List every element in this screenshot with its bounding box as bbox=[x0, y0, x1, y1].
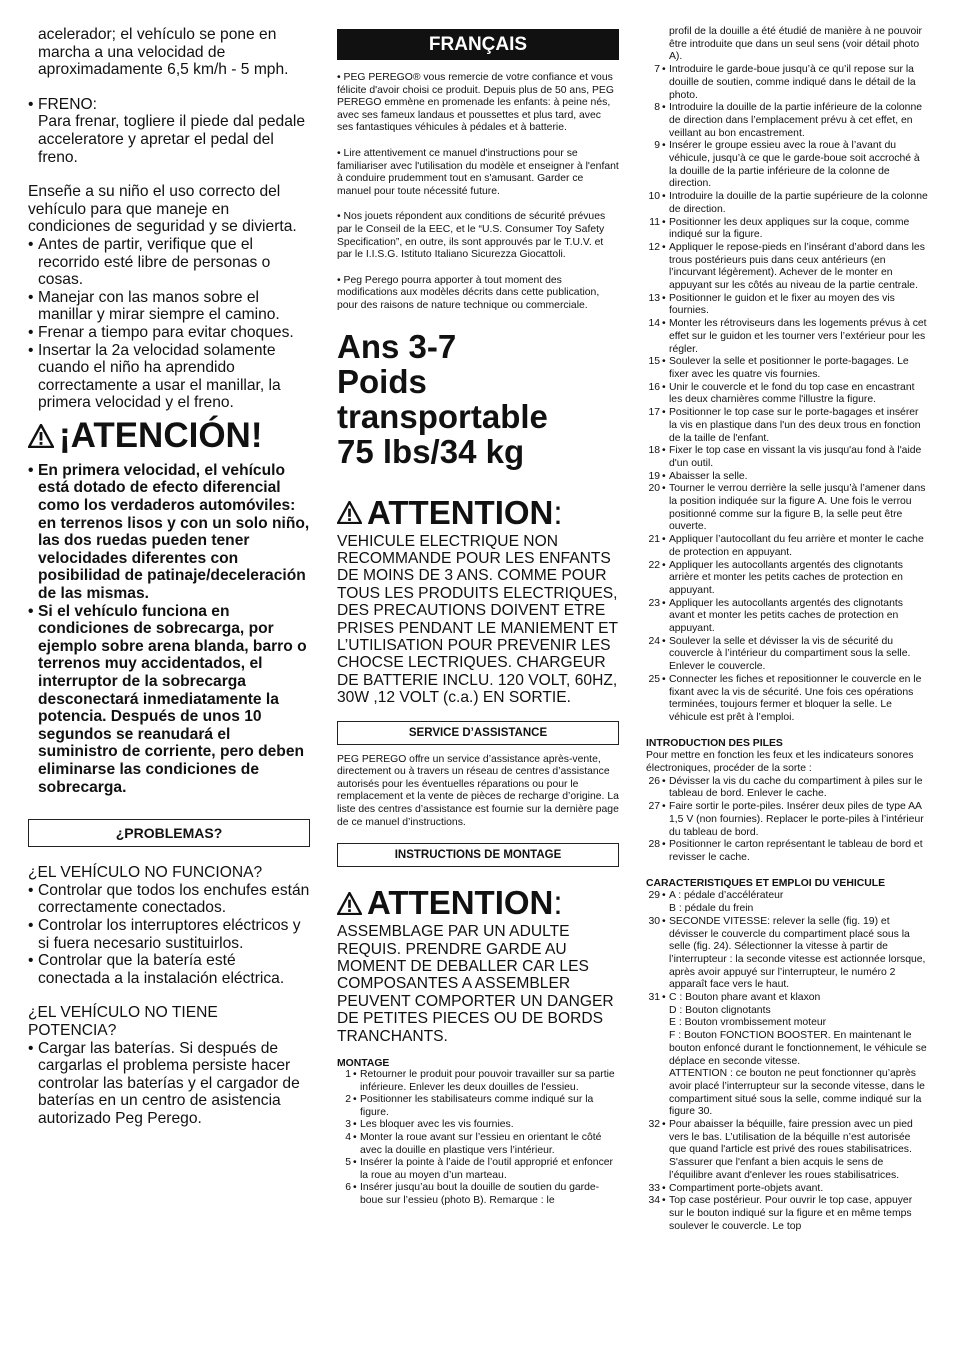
instruction-step bbox=[337, 1069, 619, 1094]
attention-heading-assembly bbox=[337, 883, 619, 923]
bullet-glyph: • bbox=[337, 147, 344, 159]
step-number: 28 bbox=[648, 839, 660, 851]
bullet-glyph: • bbox=[353, 1119, 357, 1131]
step-text: A : pédale d’accélérateur B : pédale du frein bbox=[669, 890, 784, 915]
step-text: Insérer la pointe à l’aide de l’outil approprié et enfoncer la roue au moyen d’un marteau. bbox=[360, 1157, 613, 1181]
bullet-glyph: • bbox=[353, 1094, 357, 1106]
bullet-glyph: • bbox=[662, 915, 666, 927]
bullet-glyph: • bbox=[353, 1157, 357, 1169]
assembly-warning-text: ASSEMBLAGE PAR UN ADULTE REQUIS. PRENDRE GARDE AU MOMENT DE DEBALLER CAR LES COMPOSANTES A ASSEMBLER PEUVENT COMPORTER UN DANGER DE PETITES PIECES OU DE BORDS TRANCHANTS. bbox=[337, 923, 614, 1045]
step-text: Insérer jusqu’au bout la douille de soutien du garde-boue sur l’essieu (photo B). Remarque : le bbox=[360, 1182, 600, 1206]
batteries-intro: Pour mettre en fonction les feux et les indicateurs sonores électroniques, procéder de la sorte : bbox=[646, 750, 914, 775]
bullet-glyph: • bbox=[662, 635, 666, 647]
step-number: 2 bbox=[345, 1094, 351, 1106]
step-number: 17 bbox=[648, 407, 660, 419]
step-text: Fixer le top case en vissant la vis jusqu'au fond à l'aide d'un outil. bbox=[669, 445, 922, 469]
language-header bbox=[337, 29, 619, 60]
bullet-glyph: • bbox=[662, 445, 666, 457]
features-heading: CARACTERISTIQUES ET EMPLOI DU VEHICULE bbox=[646, 877, 885, 889]
bullet-glyph: • bbox=[662, 216, 666, 228]
step-text: Positionner le guidon et le fixer au moyen des vis fournies. bbox=[669, 292, 895, 317]
service-title: SERVICE D’ASSISTANCE bbox=[408, 726, 548, 739]
instruction-step bbox=[646, 483, 928, 534]
intro-paragraph bbox=[337, 275, 619, 313]
instruction-step bbox=[646, 1195, 928, 1233]
intro-text: Nos jouets répondent aux conditions de sécurité prévues par le Conseil de la EEC, et le “U.S. Consumer Toy Safety Specification”, en outre, ils sont approuvés par le T.U.V. et par le I.I.S.G. Istituto Italiano Sicurezza Giocattoli. bbox=[337, 211, 606, 261]
attention-colon: : bbox=[553, 493, 563, 531]
instruction-step bbox=[646, 445, 928, 470]
step-number: 27 bbox=[648, 801, 660, 813]
step-text: Monter la roue avant sur l’essieu en orientant le côté avec la douille en plastique vers l’intérieur. bbox=[360, 1131, 602, 1156]
step-number: 26 bbox=[648, 775, 660, 787]
instruction-step bbox=[646, 1119, 928, 1183]
montage-heading: MONTAGE bbox=[337, 1057, 390, 1069]
step-text: Les bloquer avec les vis fournies. bbox=[360, 1119, 514, 1131]
age-title-line: transportable bbox=[337, 397, 548, 435]
problemas-title: ¿PROBLEMAS? bbox=[115, 825, 223, 842]
instruction-step bbox=[646, 636, 928, 674]
step-number: 7 bbox=[654, 64, 660, 76]
list-item: • Frenar a tiempo para evitar choques. bbox=[28, 324, 310, 342]
step-number: 5 bbox=[345, 1157, 351, 1169]
bullet-glyph: • bbox=[662, 775, 666, 787]
step-number: 19 bbox=[648, 470, 660, 482]
bullet-glyph: • bbox=[662, 1182, 666, 1194]
step-text: Compartiment porte-objets avant. bbox=[669, 1182, 824, 1194]
list-item: • Controlar que la batería esté conectada a la instalación eléctrica. bbox=[28, 952, 310, 987]
age-weight-block bbox=[337, 329, 619, 469]
instruction-step bbox=[646, 560, 928, 598]
attention-title: ATTENTION bbox=[367, 884, 554, 922]
safety-tips-list bbox=[28, 236, 310, 412]
service-box bbox=[337, 721, 619, 745]
step-text: Appliquer l’autocollant du feu arrière et monter le cache de protection en appuyant. bbox=[669, 534, 924, 558]
instruction-step bbox=[646, 598, 928, 636]
list-item: • Antes de partir, verifique que el recorrido esté libre de personas o cosas. bbox=[28, 236, 310, 289]
list-item: • En primera velocidad, el vehículo está dotado de efecto diferencial como los verdaderos automóviles: en terrenos lisos y con un solo niño, las dos ruedas pueden tener velocidades diferentes con posibilidad de patinaje/deceleración de las mismas. bbox=[28, 462, 310, 603]
warning-triangle-icon bbox=[28, 424, 54, 448]
step-number: 30 bbox=[648, 915, 660, 927]
intro-paragraphs bbox=[337, 72, 619, 313]
instruction-step bbox=[646, 776, 928, 801]
features-steps bbox=[646, 890, 928, 1233]
age-title-line: Ans 3-7 bbox=[337, 327, 457, 365]
attention-heading-electric bbox=[337, 493, 619, 533]
step-text: Unir le couvercle et le fond du top case en encastrant les deux charnières comme l'illustre la figure. bbox=[669, 381, 915, 406]
step-text: Positionner les stabilisateurs comme indiqué sur la figure. bbox=[360, 1094, 594, 1118]
bullet-glyph: • bbox=[662, 1195, 666, 1207]
attention-title: ATTENTION bbox=[367, 493, 554, 531]
step-text: Appliquer le repose-pieds en l’insérant d’abord dans les trous postérieurs puis dans ceux antérieurs (en l’incurvant légèrement). Achever de le monter en appuyant sur les côtés au niveau de la partie centrale. bbox=[669, 241, 925, 292]
list-item: • Manejar con las manos sobre el manillar y mirar siempre el camino. bbox=[28, 289, 310, 324]
french-column-continued bbox=[646, 26, 928, 1233]
bullet-glyph: • bbox=[353, 1068, 357, 1080]
spanish-column bbox=[28, 26, 310, 1127]
bullet-glyph: • bbox=[662, 292, 666, 304]
accelerator-continuation: acelerador; el vehículo se pone en marcha a una velocidad de aproximadamente 6,5 km/h - 5 mph. bbox=[38, 26, 289, 79]
step-number: 3 bbox=[345, 1119, 351, 1131]
bullet-glyph: • bbox=[662, 191, 666, 203]
bullet-glyph: • bbox=[337, 274, 344, 286]
brake-text: Para frenar, togliere il piede dal pedale acceleratore y apretar el pedal del freno. bbox=[38, 113, 306, 166]
montage-instructions-title: INSTRUCTIONS DE MONTAGE bbox=[394, 849, 562, 862]
teach-child-paragraph: Enseñe a su niño el uso correcto del vehículo para que maneje en condiciones de seguridad y se divierta. bbox=[28, 183, 297, 236]
bullet-glyph: • bbox=[662, 407, 666, 419]
warning-triangle-icon bbox=[337, 501, 362, 524]
step-number: 24 bbox=[648, 635, 660, 647]
warning-triangle-icon bbox=[337, 892, 362, 915]
bullet-glyph: • bbox=[662, 356, 666, 368]
bullet-glyph: • bbox=[662, 64, 666, 76]
service-text: PEG PEREGO offre un service d’assistance après-vente, directement ou à travers un réseau de centres d’assistance autorisés pour les éventuelles réparations ou pour le remplacement et la vente de pièces de recharge d’origine. La liste des centres d’assistance est fournie sur la dernière page de ce manuel d’instructions. bbox=[337, 753, 619, 828]
instruction-step bbox=[646, 890, 928, 915]
bullet-glyph: • bbox=[662, 801, 666, 813]
step-number: 18 bbox=[648, 445, 660, 457]
bullet-glyph: • bbox=[662, 241, 666, 253]
no-potencia-list bbox=[28, 1040, 310, 1128]
bullet-glyph: • bbox=[662, 559, 666, 571]
step-number: 20 bbox=[648, 483, 660, 495]
step-number: 15 bbox=[648, 356, 660, 368]
instruction-step bbox=[337, 1119, 619, 1132]
step-text: Introduire le garde-boue jusqu’à ce qu’il repose sur la douille de soutien, comme indiqué dans le détail de la photo. bbox=[669, 64, 916, 101]
no-funciona-list bbox=[28, 882, 310, 988]
instruction-step bbox=[646, 102, 928, 140]
bullet-glyph: • bbox=[353, 1182, 357, 1194]
list-item: • Cargar las baterías. Si después de cargarlas el problema persiste hacer controlar las baterías y el cargador de baterías en un centro de asistencia autorizado Peg Perego. bbox=[28, 1040, 310, 1128]
step-text: Appliquer les autocollants argentés des clignotants avant et monter les petits caches de protection en appuyant. bbox=[669, 597, 903, 635]
step-text: Positionner le carton représentant le tableau de bord et revisser le cache. bbox=[669, 839, 923, 863]
instruction-step bbox=[337, 1182, 619, 1207]
step-number: 34 bbox=[648, 1195, 660, 1207]
bullet-glyph: • bbox=[662, 381, 666, 393]
list-item: • Si el vehículo funciona en condiciones de sobrecarga, por ejemplo sobre arena blanda, barro o terrenos muy accidentados, el interruptor de la sobrecarga desconectará inmediatamente la potencia. Después de unos 10 segundos se reanudará el suministro de corriente, pero deben eliminarse las condiciones de sobrecarga. bbox=[28, 603, 310, 797]
montage-steps bbox=[337, 1069, 619, 1208]
instruction-step bbox=[337, 1132, 619, 1157]
instruction-step bbox=[646, 916, 928, 992]
step-number: 13 bbox=[648, 292, 660, 304]
instruction-step bbox=[646, 1183, 928, 1196]
intro-text: PEG PEREGO® vous remercie de votre confiance et vous félicite d'avoir choisi ce produit. Depuis plus de 50 ans, PEG PEREGO emmène en promenade les enfants: à peine nés, avec ses fameux landaus et poussettes et plus tard, avec ses fantastiques véhicules à pédales et à batterie. bbox=[337, 72, 614, 134]
batteries-steps bbox=[646, 776, 928, 865]
montage-box bbox=[337, 843, 619, 867]
step-text: Soulever la selle et positionner le porte-bagages. Le fixer avec les quatre vis fournies. bbox=[669, 356, 909, 380]
bullet-glyph: • bbox=[662, 470, 666, 482]
step-text: Pour abaisser la béquille, faire pression avec un pied vers le bas. L’utilisation de la béquille n’est autorisée que quand l'article est privé des roues stabilisatrices. S'assurer que l'enfant a bien acquis le sens de l’équilibre avant d'enlever les roues stabilisatrices. bbox=[669, 1119, 913, 1181]
step-number: 22 bbox=[648, 559, 660, 571]
instruction-step bbox=[646, 356, 928, 381]
step-text: Appliquer les autocollants argentés des clignotants arrière et monter les petits caches de protection en appuyant. bbox=[669, 559, 903, 596]
step-text: Top case postérieur. Pour ouvrir le top case, appuyer sur le bouton indiqué sur la figure et en même temps soulever le couvercle. Le top bbox=[669, 1195, 913, 1232]
bullet-glyph: • bbox=[662, 483, 666, 495]
instruction-step bbox=[337, 1094, 619, 1119]
bullet-glyph: • bbox=[662, 839, 666, 851]
attention-colon: : bbox=[553, 884, 563, 922]
bullet-glyph: • bbox=[662, 102, 666, 114]
step-number: 12 bbox=[648, 241, 660, 253]
step-number: 31 bbox=[648, 992, 660, 1004]
step-number: 11 bbox=[649, 216, 660, 228]
instruction-step bbox=[646, 293, 928, 318]
no-potencia-heading: ¿EL VEHÍCULO NO TIENE POTENCIA? bbox=[28, 1004, 218, 1039]
step-text: Soulever la selle et dévisser la vis de sécurité du couvercle à l’intérieur du compartiment sous la selle. Enlever le couvercle. bbox=[669, 635, 911, 673]
instruction-step bbox=[646, 801, 928, 839]
bullet-glyph: • bbox=[662, 1119, 666, 1131]
brake-heading: FRENO: bbox=[38, 95, 97, 113]
bullet-glyph: • bbox=[662, 534, 666, 546]
bullet-glyph: • bbox=[662, 673, 666, 685]
montage-steps-continued bbox=[646, 64, 928, 725]
step-number: 25 bbox=[648, 673, 660, 685]
instruction-step bbox=[646, 242, 928, 293]
step-number: 1 bbox=[345, 1068, 351, 1080]
step-number: 21 bbox=[648, 534, 660, 546]
step-text: Dévisser la vis du cache du compartiment à piles sur le tableau de bord. Enlever le cache. bbox=[669, 775, 923, 800]
step-number: 16 bbox=[648, 381, 660, 393]
electric-warning-text: VEHICULE ELECTRIQUE NON RECOMMANDE POUR LES ENFANTS DE MOINS DE 3 ANS. COMME POUR TOUS LES PRODUITS ELECTRIQUES, DES PRECAUTIONS DOIVENT ETRE PRISES PENDANT LE MANIEMENT ET L’UTILISATION POUR PREVENIR LES CHOCSE LECTRIQUES. CHARGEUR DE BATTERIE INCLU. 120 VOLT, 60HZ, 30W ,12 VOLT (c.a.) EN SORTIE. bbox=[337, 532, 618, 707]
batteries-heading: INTRODUCTION DES PILES bbox=[646, 737, 783, 749]
step-text: Tourner le verrou derrière la selle jusqu’à l’amener dans la position indiquée sur la figure A. Une fois le verrou positionné comme sur la figure B, la selle peut être ouverte. bbox=[669, 483, 926, 533]
instruction-step bbox=[646, 471, 928, 484]
instruction-step bbox=[646, 140, 928, 191]
step-number: 10 bbox=[648, 191, 660, 203]
step-text: Introduire la douille de la partie inférieure de la colonne de direction dans l’emplacement prévu à cet effet, en veillant au bon encastrement. bbox=[669, 102, 923, 139]
step-6-continuation: profil de la douille a été étudié de manière à ne pouvoir être introduite que dans un seul sens (voir détail photo A). bbox=[669, 26, 923, 63]
step-number: 8 bbox=[654, 102, 660, 114]
step-number: 23 bbox=[648, 597, 660, 609]
bullet-glyph: • bbox=[662, 318, 666, 330]
intro-paragraph bbox=[337, 148, 619, 198]
bullet-glyph: • bbox=[662, 140, 666, 152]
step-text: Retourner le produit pour pouvoir travailler sur sa partie inférieure. Enlever les deux douilles de l'essieu. bbox=[360, 1068, 615, 1093]
instruction-step bbox=[646, 64, 928, 102]
no-funciona-heading: ¿EL VEHÍCULO NO FUNCIONA? bbox=[28, 864, 263, 882]
brake-item bbox=[28, 96, 310, 166]
instruction-step bbox=[646, 992, 928, 1119]
atencion-list bbox=[28, 462, 310, 796]
instruction-step bbox=[337, 1157, 619, 1182]
step-text: Positionner le top case sur le porte-bagages et insérer la vis en plastique dans l'un des deux trous en fonction de la taille de l'enfant. bbox=[669, 407, 921, 444]
instruction-step bbox=[646, 191, 928, 216]
age-title-line: 75 lbs/34 kg bbox=[337, 432, 525, 470]
list-item: • Controlar los interruptores eléctricos y si fuera necesario sustituirlos. bbox=[28, 917, 310, 952]
step-text: Faire sortir le porte-piles. Insérer deux piles de type AA 1,5 V (non fournies). Replacer le porte-piles à l’intérieur du tableau de bord. bbox=[669, 801, 924, 838]
step-text: Abaisser la selle. bbox=[669, 470, 748, 482]
step-number: 6 bbox=[345, 1182, 351, 1194]
step-text: Connecter les fiches et repositionner le couvercle en le fixant avec la vis de sécurité. Une fois ces opérations terminées, toujours fermer et bloquer la selle. Le véhicule est prêt à l’emploi. bbox=[669, 673, 922, 723]
intro-paragraph bbox=[337, 72, 619, 135]
list-item: • Insertar la 2a velocidad solamente cuando el niño ha aprendido correctamente a usar el manillar, la primera velocidad y el freno. bbox=[28, 342, 310, 412]
intro-text: Peg Perego pourra apporter à tout moment des modifications aux modèles décrits dans cette publication, pour des raisons de nature technique ou commerciale. bbox=[337, 274, 600, 311]
bullet-glyph: • bbox=[337, 211, 344, 223]
step-number: 14 bbox=[648, 318, 660, 330]
bullet-glyph: • bbox=[662, 890, 666, 902]
bullet-glyph: • bbox=[662, 992, 666, 1004]
brake-section bbox=[28, 96, 310, 166]
instruction-step bbox=[646, 217, 928, 242]
step-number: 9 bbox=[654, 140, 660, 152]
step-text: C : Bouton phare avant et klaxon D : Bouton clignotants E : Bouton vrombissement moteur F : Bouton FONCTION BOOSTER. En maintenant le bouton enfoncé durant le fonctionnement, le véhicule se déplace en seconde vitesse. ATTENTION : ce bouton ne peut fonctionner qu’après avoir placé l’interrupteur sur la seconde vitesse, dans le compartiment situé sous la selle, comme indiqué sur la figure 30. bbox=[669, 992, 927, 1118]
instruction-step bbox=[646, 534, 928, 559]
instruction-step bbox=[646, 839, 928, 864]
step-text: Positionner les deux appliques sur la coque, comme indiqué sur la figure. bbox=[669, 216, 910, 241]
french-column bbox=[337, 29, 619, 1208]
list-item: • Controlar que todos los enchufes están correctamente conectados. bbox=[28, 882, 310, 917]
step-number: 33 bbox=[648, 1182, 660, 1194]
problemas-box bbox=[28, 819, 310, 847]
bullet-glyph: • bbox=[353, 1131, 357, 1143]
instruction-step bbox=[646, 674, 928, 725]
instruction-step bbox=[646, 382, 928, 407]
step-number: 4 bbox=[345, 1131, 351, 1143]
bullet-glyph: • bbox=[662, 597, 666, 609]
instruction-step bbox=[646, 318, 928, 356]
step-text: Introduire la douille de la partie supérieure de la colonne de direction. bbox=[669, 191, 928, 215]
intro-paragraph bbox=[337, 211, 619, 261]
intro-text: Lire attentivement ce manuel d'instructions pour se familiariser avec l'utilisation du modèle et enseigner à l'enfant à conduire prudemment tout en s'amusant. Garder ce manuel pour toute nécessité future. bbox=[337, 147, 619, 197]
atencion-heading bbox=[28, 416, 310, 456]
step-number: 29 bbox=[648, 890, 660, 902]
step-text: SECONDE VITESSE: relever la selle (fig. 19) et dévisser le couvercle du compartiment placé sous la selle (fig. 24). Sélectionner la vitesse à partir de l’interrupteur : la seconde vitesse est actionnée lorsque, après avoir appuyé sur l’interrupteur, le numéro 2 apparaît face vers le haut. bbox=[669, 915, 926, 991]
step-text: Monter les rétroviseurs dans les logements prévus à cet effet sur le guidon et les tourner vers l’extérieur pour les régler. bbox=[669, 318, 927, 355]
atencion-title: ¡ATENCIÓN! bbox=[59, 415, 263, 455]
bullet-glyph: • bbox=[337, 72, 344, 83]
step-number: 32 bbox=[648, 1119, 660, 1131]
age-title-line: Poids bbox=[337, 362, 427, 400]
language-title: FRANÇAIS bbox=[428, 34, 528, 55]
step-text: Insérer le groupe essieu avec la roue à l’avant du véhicule, jusqu’à ce que le garde-boue soit accroché à la douille de la partie inférieure de la colonne de direction. bbox=[669, 140, 920, 190]
instruction-step bbox=[646, 407, 928, 445]
